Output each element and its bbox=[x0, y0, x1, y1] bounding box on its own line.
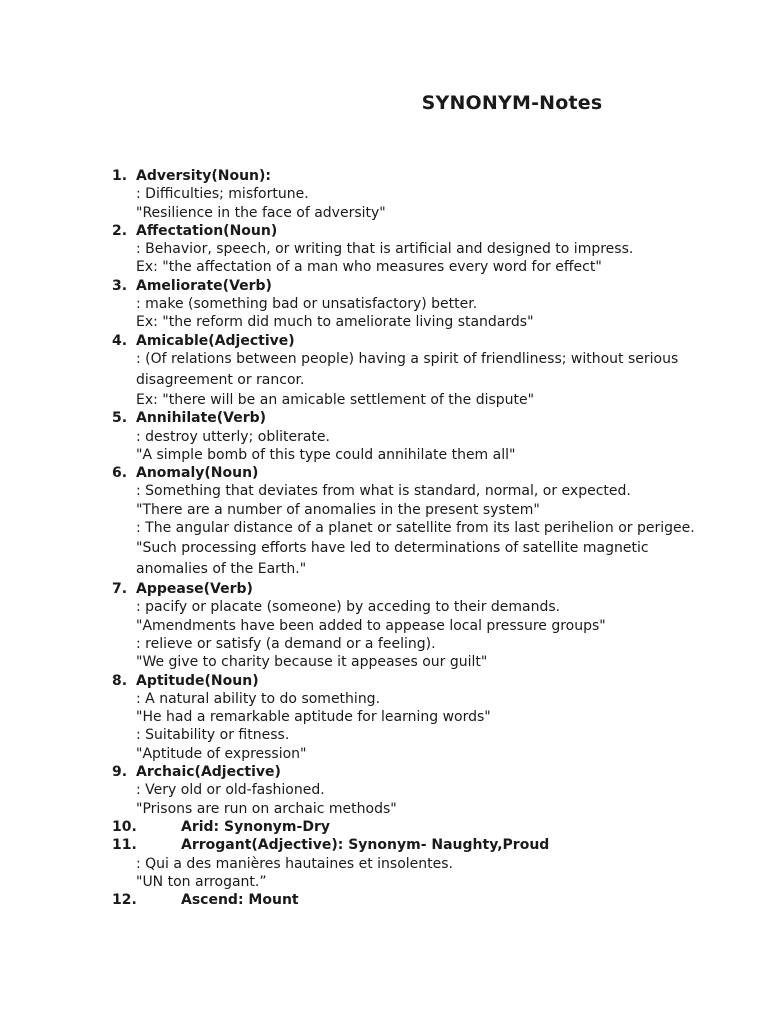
entry-number: 2. bbox=[112, 222, 128, 239]
entry-line: : A natural ability to do something. bbox=[136, 690, 381, 707]
entry-line: : Suitability or fitness. bbox=[136, 727, 290, 744]
entry-number: 3. bbox=[112, 277, 128, 294]
entry-line: : Qui a des manières hautaines et insolentes. bbox=[136, 855, 453, 872]
page-title: SYNONYM-Notes bbox=[421, 92, 603, 114]
list-item bbox=[112, 277, 712, 332]
entry-term: Anomaly(Noun) bbox=[136, 465, 259, 482]
entry-line: "We give to charity because it appeases our guilt" bbox=[136, 654, 488, 671]
entry-line: : Very old or old-fashioned. bbox=[136, 782, 325, 799]
entry-line: "Aptitude of expression" bbox=[136, 745, 307, 762]
entry-term: Adversity(Noun): bbox=[136, 168, 271, 184]
entry-term: Appease(Verb) bbox=[136, 581, 253, 598]
entry-list bbox=[112, 167, 712, 909]
entry-term: Ascend: Mount bbox=[181, 892, 299, 909]
entry-term: Arid: Synonym-Dry bbox=[181, 818, 330, 835]
list-item bbox=[112, 332, 712, 410]
list-item bbox=[112, 672, 712, 763]
entry-line: "There are a number of anomalies in the present system" bbox=[136, 501, 540, 518]
list-item bbox=[112, 891, 712, 909]
entry-number: 9. bbox=[112, 764, 128, 781]
entry-number: 12. bbox=[112, 892, 137, 909]
list-item bbox=[112, 409, 712, 464]
entry-line: "UN ton arrogant.” bbox=[136, 873, 267, 890]
list-item bbox=[112, 167, 712, 222]
entry-number: 8. bbox=[112, 672, 128, 689]
list-item bbox=[112, 818, 712, 836]
entry-term: Amicable(Adjective) bbox=[136, 332, 295, 349]
entry-line: Ex: "the reform did much to ameliorate living standards" bbox=[136, 314, 534, 331]
entry-line: : The angular distance of a planet or satellite from its last perihelion or perigee. bbox=[136, 520, 695, 537]
entry-line: : pacify or placate (someone) by acceding to their demands. bbox=[136, 599, 561, 616]
entry-number: 7. bbox=[112, 581, 128, 598]
entry-term: Archaic(Adjective) bbox=[136, 764, 281, 781]
entry-line: "Prisons are run on archaic methods" bbox=[136, 800, 397, 817]
list-item bbox=[112, 222, 712, 277]
entry-number: 10. bbox=[112, 818, 137, 835]
entry-line: : (Of relations between people) having a spirit of friendliness; without serious disagreement or rancor. bbox=[136, 350, 679, 388]
entry-line: : Difficulties; misfortune. bbox=[136, 186, 309, 203]
list-item bbox=[112, 763, 712, 818]
entry-number: 11. bbox=[112, 837, 137, 854]
entry-line: Ex: "there will be an amicable settlement of the dispute" bbox=[136, 391, 535, 408]
list-item bbox=[112, 464, 712, 580]
entry-line: Ex: "the affectation of a man who measures every word for effect" bbox=[136, 259, 602, 276]
list-item bbox=[112, 836, 712, 891]
entry-term: Ameliorate(Verb) bbox=[136, 277, 272, 294]
entry-line: : relieve or satisfy (a demand or a feeling). bbox=[136, 635, 436, 652]
entry-number: 6. bbox=[112, 465, 128, 482]
entry-number: 4. bbox=[112, 332, 128, 349]
entry-line: "Such processing efforts have led to determinations of satellite magnetic anomalies of the Earth." bbox=[136, 540, 649, 578]
entry-line: : Behavior, speech, or writing that is artificial and designed to impress. bbox=[136, 241, 634, 258]
entry-line: "Resilience in the face of adversity" bbox=[136, 204, 386, 221]
entry-line: : destroy utterly; obliterate. bbox=[136, 428, 330, 445]
entry-term: Affectation(Noun) bbox=[136, 222, 278, 239]
entry-line: : Something that deviates from what is standard, normal, or expected. bbox=[136, 483, 631, 500]
entry-term: Aptitude(Noun) bbox=[136, 672, 259, 689]
entry-line: : make (something bad or unsatisfactory) better. bbox=[136, 296, 478, 313]
entry-number: 1. bbox=[112, 168, 128, 184]
entry-number: 5. bbox=[112, 410, 128, 427]
entry-line: "He had a remarkable aptitude for learning words" bbox=[136, 709, 491, 726]
list-item bbox=[112, 580, 712, 671]
entry-line: "Amendments have been added to appease local pressure groups" bbox=[136, 617, 606, 634]
entry-line: "A simple bomb of this type could annihilate them all" bbox=[136, 446, 516, 463]
entry-term: Arrogant(Adjective): Synonym- Naughty,Proud bbox=[181, 837, 550, 854]
entry-term: Annihilate(Verb) bbox=[136, 410, 267, 427]
